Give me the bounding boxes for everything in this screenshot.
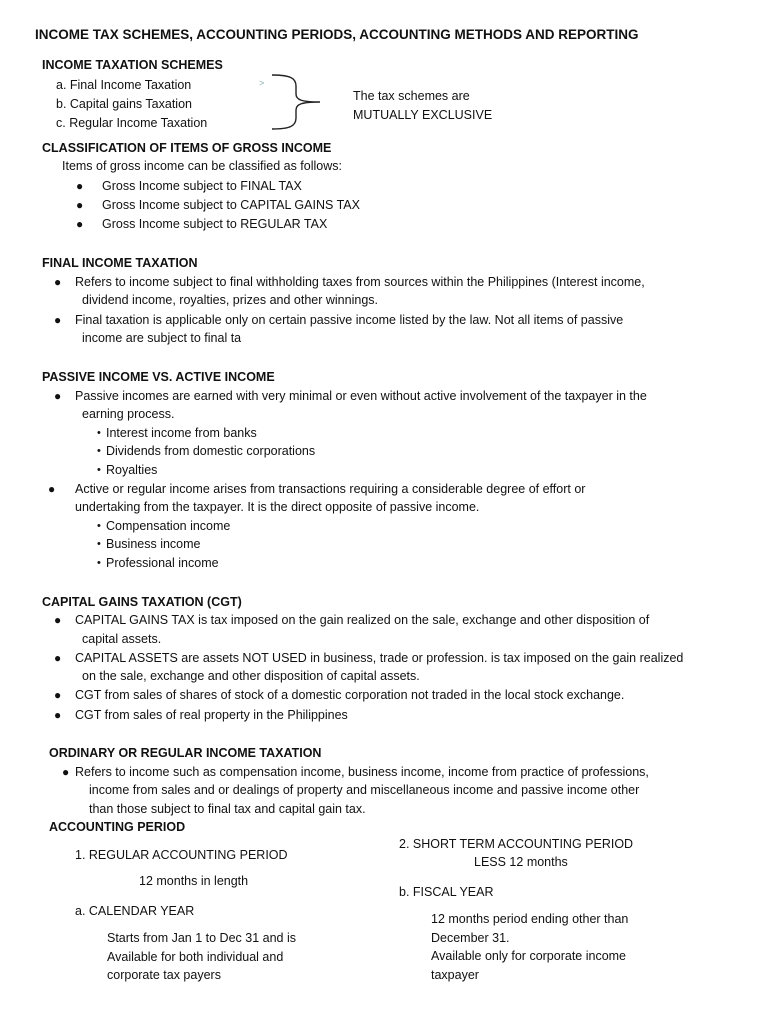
- bullet-icon: •: [97, 557, 101, 569]
- paragraph-line: income are subject to final ta: [82, 331, 242, 345]
- list-item: Business income: [106, 537, 201, 551]
- bullet-icon: ●: [62, 765, 70, 779]
- paragraph-line: CAPITAL ASSETS are assets NOT USED in business, trade or profession. is tax imposed on the gain realized: [75, 651, 684, 665]
- list-item: Professional income: [106, 556, 219, 570]
- list-item: Compensation income: [106, 519, 231, 533]
- paragraph-line: Final taxation is applicable only on certain passive income listed by the law. Not all items of passive: [75, 313, 624, 327]
- list-item: Gross Income subject to REGULAR TAX: [102, 217, 328, 231]
- final-tax-heading: FINAL INCOME TAXATION: [42, 256, 198, 270]
- bullet-icon: •: [97, 538, 101, 550]
- bullet-icon: •: [97, 464, 101, 476]
- regular-period-length: 12 months in length: [139, 874, 249, 888]
- bullet-icon: ●: [76, 198, 84, 212]
- bullet-icon: ●: [54, 651, 62, 665]
- bullet-icon: ●: [54, 688, 62, 702]
- schemes-note: MUTUALLY EXCLUSIVE: [353, 108, 493, 122]
- paragraph-line: Active or regular income arises from transactions requiring a considerable degree of effort or: [75, 482, 586, 496]
- classification-heading: CLASSIFICATION OF ITEMS OF GROSS INCOME: [42, 141, 332, 155]
- bullet-icon: ●: [76, 217, 84, 231]
- calendar-year-desc: corporate tax payers: [107, 968, 221, 982]
- fiscal-year-desc: taxpayer: [431, 968, 479, 982]
- cgt-heading: CAPITAL GAINS TAXATION (CGT): [42, 595, 242, 609]
- schemes-heading: INCOME TAXATION SCHEMES: [42, 58, 223, 72]
- regular-period: 1. REGULAR ACCOUNTING PERIOD: [75, 848, 288, 862]
- short-term-period: 2. SHORT TERM ACCOUNTING PERIOD: [399, 837, 634, 851]
- bullet-icon: ●: [54, 389, 62, 403]
- list-item: Interest income from banks: [106, 426, 257, 440]
- paragraph-line: undertaking from the taxpayer. It is the direct opposite of passive income.: [75, 500, 480, 514]
- bullet-icon: ●: [54, 275, 62, 289]
- arrow-icon: >: [259, 78, 265, 88]
- paragraph-line: on the sale, exchange and other disposition of capital assets.: [82, 669, 420, 683]
- list-item: Royalties: [106, 463, 158, 477]
- paragraph-line: than those subject to final tax and capital gain tax.: [89, 802, 366, 816]
- accounting-period-heading: ACCOUNTING PERIOD: [49, 820, 186, 834]
- scheme-item: c. Regular Income Taxation: [56, 116, 208, 130]
- scheme-item: b. Capital gains Taxation: [56, 97, 192, 111]
- bullet-icon: ●: [54, 708, 62, 722]
- bullet-icon: •: [97, 445, 101, 457]
- bullet-icon: ●: [54, 313, 62, 327]
- bullet-icon: ●: [48, 482, 56, 496]
- scheme-item: a. Final Income Taxation: [56, 78, 192, 92]
- bullet-icon: ●: [54, 613, 62, 627]
- bullet-icon: •: [97, 427, 101, 439]
- list-item: Gross Income subject to FINAL TAX: [102, 179, 302, 193]
- bullet-icon: •: [97, 520, 101, 532]
- paragraph-line: Refers to income such as compensation income, business income, income from practice of professions,: [75, 765, 649, 779]
- schemes-note: The tax schemes are: [353, 89, 470, 103]
- calendar-year-desc: Available for both individual and: [107, 950, 284, 964]
- right-brace-icon: [268, 72, 324, 132]
- paragraph-line: CGT from sales of real property in the Philippines: [75, 708, 348, 722]
- paragraph-line: CAPITAL GAINS TAX is tax imposed on the gain realized on the sale, exchange and other disposition of: [75, 613, 650, 627]
- paragraph-line: Passive incomes are earned with very minimal or even without active involvement of the taxpayer in the: [75, 389, 647, 403]
- paragraph-line: income from sales and or dealings of property and miscellaneous income and passive income other: [89, 783, 640, 797]
- paragraph-line: capital assets.: [82, 632, 162, 646]
- bullet-icon: ●: [76, 179, 84, 193]
- document-title: INCOME TAX SCHEMES, ACCOUNTING PERIODS, ACCOUNTING METHODS AND REPORTING: [35, 27, 639, 42]
- paragraph-line: Refers to income subject to final withholding taxes from sources within the Philippines (Interest income,: [75, 275, 645, 289]
- classification-intro: Items of gross income can be classified as follows:: [62, 159, 342, 173]
- list-item: Dividends from domestic corporations: [106, 444, 316, 458]
- short-term-length: LESS 12 months: [474, 855, 568, 869]
- paragraph-line: CGT from sales of shares of stock of a domestic corporation not traded in the local stock exchange.: [75, 688, 625, 702]
- ordinary-heading: ORDINARY OR REGULAR INCOME TAXATION: [49, 746, 322, 760]
- fiscal-year: b. FISCAL YEAR: [399, 885, 494, 899]
- calendar-year-desc: Starts from Jan 1 to Dec 31 and is: [107, 931, 296, 945]
- fiscal-year-desc: 12 months period ending other than: [431, 912, 629, 926]
- fiscal-year-desc: Available only for corporate income: [431, 949, 627, 963]
- fiscal-year-desc: December 31.: [431, 931, 510, 945]
- passive-active-heading: PASSIVE INCOME VS. ACTIVE INCOME: [42, 370, 275, 384]
- calendar-year: a. CALENDAR YEAR: [75, 904, 195, 918]
- paragraph-line: dividend income, royalties, prizes and other winnings.: [82, 293, 378, 307]
- paragraph-line: earning process.: [82, 407, 175, 421]
- list-item: Gross Income subject to CAPITAL GAINS TAX: [102, 198, 360, 212]
